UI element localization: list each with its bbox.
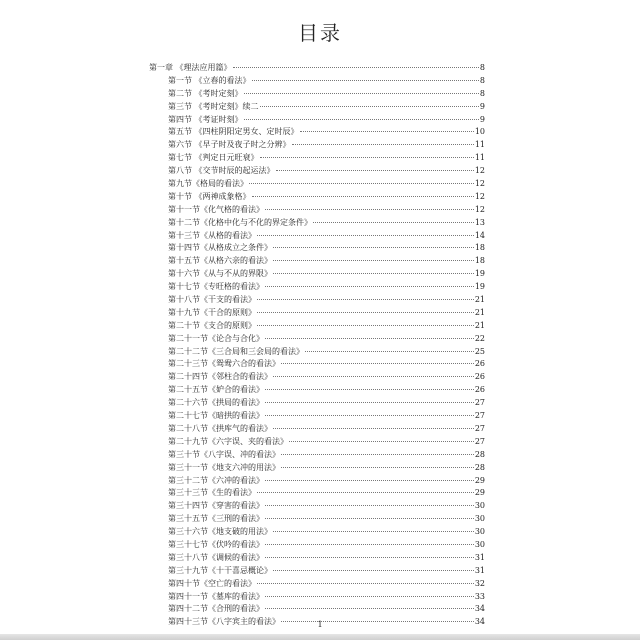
toc-entry-page: 26	[474, 372, 485, 382]
toc-entry-page: 12	[474, 204, 485, 214]
toc-entry-page: 9	[479, 114, 485, 124]
toc-section-entry[interactable]	[149, 384, 485, 397]
dot-leader	[252, 80, 479, 81]
dot-leader	[276, 170, 474, 171]
toc-section-entry[interactable]	[149, 578, 485, 591]
dot-leader	[233, 67, 479, 68]
toc-entry-page: 14	[474, 230, 485, 240]
toc-section-entry[interactable]	[149, 230, 485, 243]
dot-leader	[265, 480, 474, 481]
toc-entry-page: 19	[474, 282, 485, 292]
dot-leader	[252, 196, 474, 197]
dot-leader	[244, 93, 479, 94]
toc-entry-label: 第八节 《交节时辰的起运法》	[168, 166, 275, 176]
dot-leader	[265, 286, 474, 287]
toc-section-entry[interactable]	[149, 513, 485, 526]
dot-leader	[265, 389, 474, 390]
toc-entry-page: 22	[474, 333, 485, 343]
toc-entry-page: 9	[479, 101, 485, 111]
toc-entry-label: 第二十一节《论合与合化》	[168, 333, 264, 343]
toc-entry-page: 30	[474, 527, 485, 537]
dot-leader	[257, 299, 474, 300]
toc-entry-label: 第四十三节《八字宾主的看法》	[168, 617, 280, 627]
toc-section-entry[interactable]	[149, 88, 485, 101]
dot-leader	[313, 222, 474, 223]
toc-section-entry[interactable]	[149, 487, 485, 500]
toc-section-entry[interactable]	[149, 178, 485, 191]
toc-entry-label: 第三十四节《穿害的看法》	[168, 501, 264, 511]
toc-entry-label: 第十一节《化气格的看法》	[168, 204, 264, 214]
toc-section-entry[interactable]	[149, 565, 485, 578]
toc-entry-label: 第三十六节《地支破的用法》	[168, 527, 272, 537]
toc-entry-page: 21	[474, 295, 485, 305]
toc-entry-label: 第二十七节《暗拱的看法》	[168, 411, 264, 421]
toc-entry-label: 第十八节《干支的看法》	[168, 295, 256, 305]
toc-section-entry[interactable]	[149, 75, 485, 88]
toc-entry-label: 第二十节《支合的原则》	[168, 320, 256, 330]
dot-leader	[265, 518, 474, 519]
toc-entry-label: 第四十二节《合刑的看法》	[168, 604, 264, 614]
dot-leader	[273, 376, 474, 377]
toc-section-entry[interactable]	[149, 204, 485, 217]
toc-entry-label: 第三十三节《生的看法》	[168, 488, 256, 498]
toc-entry-label: 第五节 《四柱阴阳定男女、定时辰》	[168, 127, 299, 137]
toc-entry-label: 第十四节《从格成立之条件》	[168, 243, 272, 253]
toc-entry-page: 27	[474, 423, 485, 433]
toc-entry-label: 第一节 《立春的看法》	[168, 75, 251, 85]
toc-section-entry[interactable]	[149, 268, 485, 281]
toc-entry-label: 第四节 《考证时刻》	[168, 114, 243, 124]
dot-leader	[300, 131, 474, 132]
toc-section-entry[interactable]	[149, 462, 485, 475]
toc-entry-label: 第七节 《判定日元旺衰》	[168, 153, 259, 163]
toc-entry-page: 13	[474, 217, 485, 227]
toc-entry-label: 第三十七节《伏吟的看法》	[168, 539, 264, 549]
toc-entry-page: 27	[474, 436, 485, 446]
dot-leader	[292, 144, 474, 145]
toc-section-entry[interactable]	[149, 281, 485, 294]
toc-entry-label: 第十九节《干合的原则》	[168, 307, 256, 317]
toc-section-entry[interactable]	[149, 591, 485, 604]
toc-entry-page: 29	[474, 488, 485, 498]
table-of-contents	[149, 62, 485, 629]
toc-section-entry[interactable]	[149, 242, 485, 255]
toc-section-entry[interactable]	[149, 500, 485, 513]
toc-entry-page: 25	[474, 346, 485, 356]
toc-entry-page: 8	[479, 63, 485, 72]
toc-entry-label: 第二十八节《拱库气的看法》	[168, 423, 272, 433]
dot-leader	[273, 531, 474, 532]
toc-entry-page: 8	[479, 88, 485, 98]
toc-entry-page: 28	[474, 449, 485, 459]
toc-entry-label: 第二十四节《邻柱合的看法》	[168, 372, 272, 382]
toc-section-entry[interactable]	[149, 552, 485, 565]
dot-leader	[281, 454, 474, 455]
dot-leader	[257, 325, 474, 326]
toc-entry-page: 26	[474, 359, 485, 369]
toc-entry-page: 27	[474, 411, 485, 421]
toc-section-entry[interactable]	[149, 539, 485, 552]
dot-leader	[273, 247, 474, 248]
toc-entry-label: 第三十五节《三刑的看法》	[168, 514, 264, 524]
dot-leader	[273, 428, 474, 429]
toc-entry-label: 第二节 《考时定刻》	[168, 88, 243, 98]
toc-entry-page: 8	[479, 75, 485, 85]
dot-leader	[305, 351, 474, 352]
dot-leader	[257, 235, 474, 236]
toc-entry-label: 第二十六节《拱局的看法》	[168, 398, 264, 408]
toc-entry-page: 18	[474, 243, 485, 253]
toc-section-entry[interactable]	[149, 475, 485, 488]
dot-leader	[265, 596, 474, 597]
toc-entry-label: 第二十九节《六字误、夹的看法》	[168, 436, 288, 446]
toc-section-entry[interactable]	[149, 152, 485, 165]
toc-section-entry[interactable]	[149, 449, 485, 462]
toc-entry-label: 第二十五节《妒合的看法》	[168, 385, 264, 395]
toc-entry-page: 10	[474, 127, 485, 137]
toc-section-entry[interactable]	[149, 139, 485, 152]
dot-leader	[273, 260, 474, 261]
toc-entry-label: 第十五节《从格六亲的看法》	[168, 256, 272, 266]
toc-entry-page: 33	[474, 591, 485, 601]
toc-entry-page: 31	[474, 552, 485, 562]
dot-leader	[257, 492, 474, 493]
dot-leader	[265, 608, 474, 609]
toc-entry-page: 34	[474, 617, 485, 627]
toc-entry-label: 第二十三节《鸳鸯六合的看法》	[168, 359, 280, 369]
toc-entry-label: 第三十一节《地支六冲的用法》	[168, 462, 280, 472]
toc-section-entry[interactable]	[149, 307, 485, 320]
toc-entry-page: 11	[474, 153, 485, 163]
toc-entry-page: 21	[474, 307, 485, 317]
toc-chapter-entry[interactable]	[149, 62, 485, 75]
toc-entry-label: 第三十九节《十干喜忌概论》	[168, 565, 272, 575]
toc-section-entry[interactable]	[149, 126, 485, 139]
toc-entry-label: 第三十八节《调候的看法》	[168, 552, 264, 562]
dot-leader	[244, 119, 479, 120]
dot-leader	[265, 402, 474, 403]
page-title: 目录	[298, 21, 342, 45]
toc-entry-page: 11	[474, 140, 485, 150]
toc-entry-label: 第三十二节《六冲的看法》	[168, 475, 264, 485]
dot-leader	[257, 312, 474, 313]
dot-leader	[265, 338, 474, 339]
toc-entry-page: 12	[474, 179, 485, 189]
dot-leader	[265, 505, 474, 506]
toc-entry-page: 28	[474, 462, 485, 472]
toc-entry-page: 31	[474, 565, 485, 575]
toc-section-entry[interactable]	[149, 358, 485, 371]
dot-leader	[273, 570, 474, 571]
toc-entry-page: 30	[474, 539, 485, 549]
toc-section-entry[interactable]	[149, 397, 485, 410]
dot-leader	[281, 363, 474, 364]
toc-entry-page: 29	[474, 475, 485, 485]
toc-entry-page: 30	[474, 501, 485, 511]
dot-leader	[265, 209, 474, 210]
dot-leader	[273, 273, 474, 274]
toc-entry-label: 第四十一节《墓库的看法》	[168, 591, 264, 601]
dot-leader	[257, 583, 474, 584]
toc-section-entry[interactable]	[149, 371, 485, 384]
toc-entry-label: 第三节 《考时定刻》续二	[168, 101, 259, 111]
toc-section-entry[interactable]	[149, 255, 485, 268]
toc-entry-page: 30	[474, 514, 485, 524]
toc-section-entry[interactable]	[149, 114, 485, 127]
toc-entry-page: 26	[474, 385, 485, 395]
toc-entry-label: 第四十节《空亡的看法》	[168, 578, 256, 588]
toc-entry-label: 第十节 《两神成象格》	[168, 191, 251, 201]
toc-section-entry[interactable]	[149, 346, 485, 359]
toc-entry-label: 第九节《格局的看法》	[168, 179, 248, 189]
toc-entry-page: 27	[474, 398, 485, 408]
toc-entry-label: 第十七节《专旺格的看法》	[168, 282, 264, 292]
toc-entry-label: 第一章 《理法应用篇》	[149, 63, 232, 72]
toc-section-entry[interactable]	[149, 101, 485, 114]
dot-leader	[265, 544, 474, 545]
toc-section-entry[interactable]	[149, 436, 485, 449]
toc-entry-page: 32	[474, 578, 485, 588]
dot-leader	[289, 441, 474, 442]
toc-entry-label: 第二十二节《三合局和三会局的看法》	[168, 346, 304, 356]
toc-entry-label: 第六节 《早子时及夜子时之分辨》	[168, 140, 291, 150]
toc-entry-page: 19	[474, 269, 485, 279]
toc-section-entry[interactable]	[149, 294, 485, 307]
toc-section-entry[interactable]	[149, 410, 485, 423]
dot-leader	[260, 106, 479, 107]
toc-entry-label: 第十六节《从与不从的界限》	[168, 269, 272, 279]
toc-entry-page: 34	[474, 604, 485, 614]
toc-section-entry[interactable]	[149, 603, 485, 616]
page-number: 1	[317, 620, 323, 629]
toc-entry-page: 12	[474, 166, 485, 176]
dot-leader	[249, 183, 474, 184]
toc-section-entry[interactable]	[149, 217, 485, 230]
dot-leader	[265, 415, 474, 416]
toc-entry-label: 第十三节《从格的看法》	[168, 230, 256, 240]
toc-entry-label: 第三十节《八字误、冲的看法》	[168, 449, 280, 459]
toc-entry-label: 第十二节《化格中化与不化的界定条件》	[168, 217, 312, 227]
toc-entry-page: 21	[474, 320, 485, 330]
toc-section-entry[interactable]	[149, 423, 485, 436]
page-edge-shadow	[0, 634, 640, 640]
dot-leader	[260, 157, 474, 158]
toc-section-entry[interactable]	[149, 526, 485, 539]
toc-section-entry[interactable]	[149, 191, 485, 204]
toc-entry-page: 18	[474, 256, 485, 266]
dot-leader	[265, 557, 474, 558]
toc-section-entry[interactable]	[149, 320, 485, 333]
dot-leader	[281, 467, 474, 468]
toc-section-entry[interactable]	[149, 165, 485, 178]
toc-entry-page: 12	[474, 191, 485, 201]
toc-section-entry[interactable]	[149, 333, 485, 346]
